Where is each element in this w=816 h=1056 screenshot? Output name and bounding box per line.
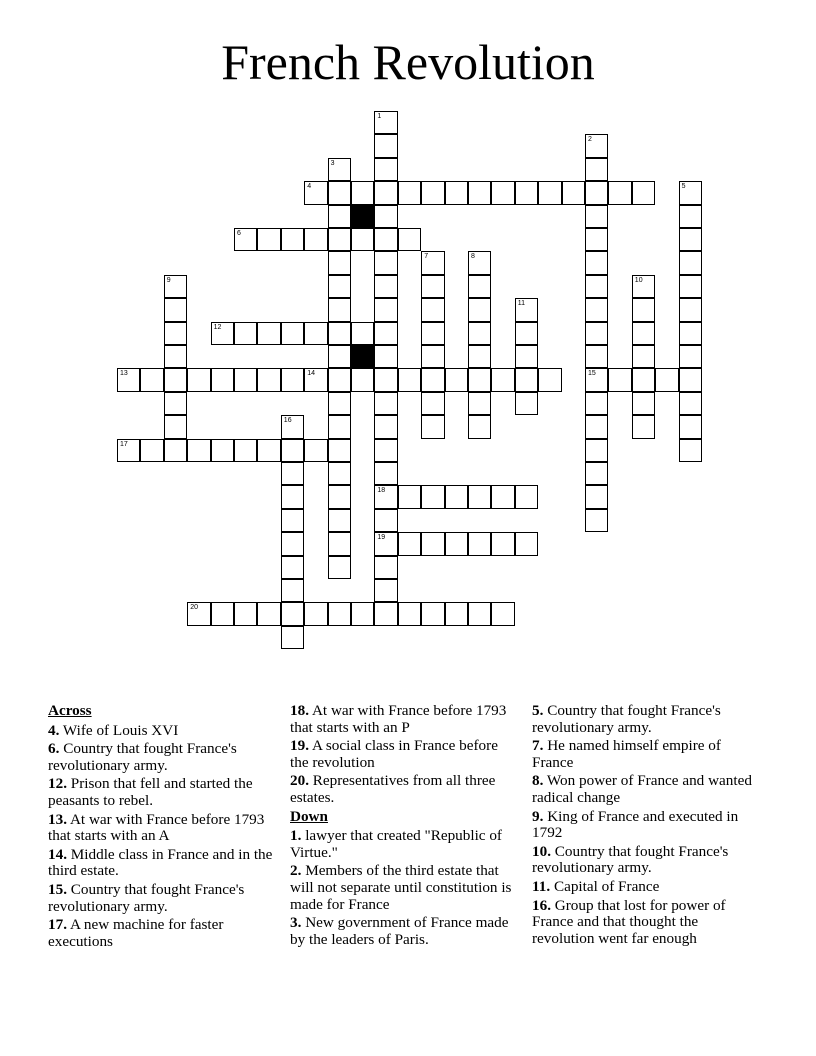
grid-cell[interactable] [187, 368, 210, 391]
grid-cell[interactable] [281, 439, 304, 462]
grid-cell[interactable] [608, 368, 631, 391]
grid-cell[interactable] [491, 368, 514, 391]
grid-cell[interactable] [164, 392, 187, 415]
grid-cell[interactable] [211, 602, 234, 625]
clue-across-6: 6. Country that fought France's revolutionary army. [48, 740, 237, 774]
clues-column-3 [532, 703, 762, 949]
clue-number: 2 [588, 136, 592, 144]
clue-number: 9 [166, 276, 171, 284]
grid-cell[interactable] [585, 485, 608, 508]
grid-cell[interactable] [211, 439, 234, 462]
grid-cell[interactable] [585, 158, 608, 181]
grid-cell[interactable] [374, 368, 397, 391]
grid-cell[interactable] [374, 205, 397, 228]
grid-cell[interactable] [234, 322, 257, 345]
clue-number: 3 [330, 159, 335, 167]
grid-cell[interactable] [585, 392, 608, 415]
grid-cell[interactable] [632, 392, 655, 415]
grid-cell[interactable] [679, 275, 702, 298]
clue-across-12: 12. Prison that fell and started the peasants to rebel. [48, 775, 253, 809]
grid-cell[interactable] [328, 602, 351, 625]
grid-cell[interactable] [468, 415, 491, 438]
grid-cell[interactable] [164, 298, 187, 321]
grid-cell[interactable] [398, 485, 421, 508]
grid-cell[interactable] [164, 439, 187, 462]
grid-cell[interactable] [374, 134, 397, 157]
grid-cell[interactable] [468, 275, 491, 298]
grid-cell[interactable] [374, 158, 397, 181]
grid-cell[interactable] [491, 485, 514, 508]
grid-cell[interactable] [328, 228, 351, 251]
grid-cell[interactable] [351, 322, 374, 345]
grid-cell[interactable] [281, 626, 304, 649]
grid-cell[interactable] [468, 298, 491, 321]
grid-cell[interactable] [304, 181, 327, 204]
grid-cell[interactable] [281, 322, 304, 345]
grid-cell[interactable] [328, 415, 351, 438]
grid-cell[interactable] [187, 439, 210, 462]
grid-cell[interactable] [585, 415, 608, 438]
down-header: Down [290, 807, 328, 825]
clue-across-17: 17. A new machine for faster executions [48, 916, 224, 950]
grid-cell[interactable] [257, 228, 280, 251]
clues-column-2 [290, 703, 520, 950]
grid-cell[interactable] [328, 251, 351, 274]
grid-cell[interactable] [468, 392, 491, 415]
grid-cell[interactable] [445, 532, 468, 555]
grid-cell[interactable] [281, 556, 304, 579]
grid-cell[interactable] [328, 275, 351, 298]
grid-cell[interactable] [421, 322, 444, 345]
grid-cell[interactable] [679, 345, 702, 368]
grid-cell[interactable] [374, 602, 397, 625]
grid-cell[interactable] [421, 345, 444, 368]
grid-cell[interactable] [679, 228, 702, 251]
grid-cell[interactable] [421, 392, 444, 415]
grid-cell[interactable] [515, 345, 538, 368]
grid-cell[interactable] [351, 181, 374, 204]
grid-cell[interactable] [281, 415, 304, 438]
clue-down-8: 8. Won power of France and wanted radical change [532, 772, 752, 806]
grid-cell[interactable] [374, 111, 397, 134]
grid-cell[interactable] [468, 368, 491, 391]
across-header: Across [48, 702, 92, 719]
grid-cell[interactable] [187, 602, 210, 625]
grid-cell[interactable] [421, 368, 444, 391]
grid-cell[interactable] [421, 181, 444, 204]
grid-cell[interactable] [538, 368, 561, 391]
clue-number: 14 [307, 370, 315, 378]
grid-cell[interactable] [281, 462, 304, 485]
grid-cell[interactable] [632, 368, 655, 391]
grid-cell[interactable] [328, 509, 351, 532]
grid-cell[interactable] [281, 228, 304, 251]
grid-cell[interactable] [655, 368, 678, 391]
grid-cell[interactable] [421, 275, 444, 298]
grid-cell[interactable] [164, 415, 187, 438]
grid-cell[interactable] [679, 298, 702, 321]
grid-cell[interactable] [468, 181, 491, 204]
grid-cell[interactable] [468, 345, 491, 368]
grid-cell[interactable] [445, 602, 468, 625]
grid-cell[interactable] [328, 439, 351, 462]
grid-cell[interactable] [491, 602, 514, 625]
grid-cell[interactable] [585, 322, 608, 345]
grid-cell[interactable] [421, 251, 444, 274]
grid-cell[interactable] [632, 415, 655, 438]
grid-cell[interactable] [281, 509, 304, 532]
grid-cell[interactable] [468, 485, 491, 508]
grid-cell[interactable] [445, 181, 468, 204]
clue-across-19: 19. A social class in France before the revolution [290, 737, 498, 771]
grid-cell[interactable] [421, 485, 444, 508]
grid-cell[interactable] [281, 602, 304, 625]
clue-number: 18 [377, 487, 386, 495]
grid-cell[interactable] [398, 228, 421, 251]
grid-cell[interactable] [515, 181, 538, 204]
clue-across-4: 4. Wife of Louis XVI [48, 721, 179, 739]
grid-cell[interactable] [515, 485, 538, 508]
grid-cell[interactable] [304, 439, 327, 462]
grid-cell[interactable] [585, 462, 608, 485]
grid-cell[interactable] [164, 322, 187, 345]
clue-down-11: 11. Capital of France [532, 877, 660, 895]
clue-number: 19 [377, 534, 386, 542]
grid-cell[interactable] [304, 228, 327, 251]
clue-across-15: 15. Country that fought France's revolutionary army. [48, 880, 245, 915]
clue-down-10: 10. Country that fought France's revolutionary army. [532, 842, 729, 877]
grid-cell[interactable] [632, 298, 655, 321]
clues-column-1 [48, 703, 278, 952]
grid-cell[interactable] [328, 556, 351, 579]
grid-cell[interactable] [234, 228, 257, 251]
black-square [351, 345, 374, 368]
grid-cell[interactable] [164, 275, 187, 298]
grid-cell[interactable] [421, 532, 444, 555]
grid-cell[interactable] [585, 251, 608, 274]
grid-cell[interactable] [234, 602, 257, 625]
grid-cell[interactable] [328, 532, 351, 555]
grid-cell[interactable] [374, 485, 397, 508]
clue-number: 4 [307, 183, 312, 191]
grid-cell[interactable] [445, 368, 468, 391]
grid-cell[interactable] [374, 532, 397, 555]
clue-across-18: 18. At war with France before 1793 that starts with an P [290, 702, 507, 736]
grid-cell[interactable] [445, 485, 468, 508]
grid-cell[interactable] [304, 322, 327, 345]
grid-cell[interactable] [304, 368, 327, 391]
grid-cell[interactable] [328, 298, 351, 321]
grid-cell[interactable] [328, 368, 351, 391]
grid-cell[interactable] [491, 532, 514, 555]
grid-cell[interactable] [281, 485, 304, 508]
grid-cell[interactable] [398, 532, 421, 555]
grid-cell[interactable] [585, 228, 608, 251]
grid-cell[interactable] [632, 181, 655, 204]
clue-across-13: 13. At war with France before 1793 that starts with an A [48, 810, 265, 845]
grid-cell[interactable] [328, 158, 351, 181]
grid-cell[interactable] [234, 368, 257, 391]
clue-number: 15 [588, 370, 596, 378]
grid-cell[interactable] [351, 602, 374, 625]
grid-cell[interactable] [374, 251, 397, 274]
grid-cell[interactable] [468, 251, 491, 274]
black-square [351, 205, 374, 228]
grid-cell[interactable] [679, 181, 702, 204]
grid-cell[interactable] [374, 298, 397, 321]
clue-number: 6 [237, 230, 241, 237]
grid-cell[interactable] [491, 181, 514, 204]
grid-cell[interactable] [304, 602, 327, 625]
grid-cell[interactable] [515, 392, 538, 415]
grid-cell[interactable] [585, 368, 608, 391]
grid-cell[interactable] [374, 181, 397, 204]
clue-number: 5 [681, 183, 686, 191]
grid-cell[interactable] [351, 228, 374, 251]
grid-cell[interactable] [281, 368, 304, 391]
clue-number: 16 [283, 417, 292, 425]
grid-cell[interactable] [585, 181, 608, 204]
grid-cell[interactable] [632, 345, 655, 368]
grid-cell[interactable] [468, 602, 491, 625]
grid-cell[interactable] [374, 556, 397, 579]
clue-number: 11 [517, 300, 526, 308]
grid-cell[interactable] [374, 579, 397, 602]
grid-cell[interactable] [234, 439, 257, 462]
grid-cell[interactable] [140, 368, 163, 391]
clue-number: 13 [120, 370, 128, 378]
clue-number: 1 [377, 113, 382, 120]
clue-down-5: 5. Country that fought France's revolutionary army. [532, 702, 721, 736]
grid-cell[interactable] [632, 275, 655, 298]
grid-cell[interactable] [374, 462, 397, 485]
grid-cell[interactable] [679, 439, 702, 462]
page-title: French Revolution [221, 34, 595, 90]
clue-across-20: 20. Representatives from all three estates. [290, 772, 496, 806]
grid-cell[interactable] [374, 345, 397, 368]
grid-cell[interactable] [374, 415, 397, 438]
grid-cell[interactable] [515, 322, 538, 345]
clue-down-3: 3. New government of France made by the leaders of Paris. [290, 914, 509, 948]
grid-cell[interactable] [679, 368, 702, 391]
grid-cell[interactable] [211, 322, 234, 345]
grid-cell[interactable] [585, 298, 608, 321]
grid-cell[interactable] [257, 322, 280, 345]
grid-cell[interactable] [515, 298, 538, 321]
grid-cell[interactable] [211, 368, 234, 391]
grid-cell[interactable] [140, 439, 163, 462]
grid-cell[interactable] [257, 368, 280, 391]
clue-down-2: 2. Members of the third estate that will not separate until constitution is made for France [290, 862, 512, 913]
grid-cell[interactable] [374, 509, 397, 532]
grid-cell[interactable] [679, 392, 702, 415]
grid-cell[interactable] [538, 181, 561, 204]
grid-cell[interactable] [374, 439, 397, 462]
clue-number: 10 [634, 276, 643, 284]
clue-number: 12 [213, 323, 222, 331]
grid-cell[interactable] [679, 251, 702, 274]
grid-cell[interactable] [281, 579, 304, 602]
grid-cell[interactable] [257, 439, 280, 462]
grid-cell[interactable] [679, 205, 702, 228]
grid-cell[interactable] [164, 345, 187, 368]
grid-cell[interactable] [585, 345, 608, 368]
grid-cell[interactable] [679, 322, 702, 345]
grid-cell[interactable] [421, 415, 444, 438]
grid-cell[interactable] [117, 439, 140, 462]
grid-cell[interactable] [328, 462, 351, 485]
grid-cell[interactable] [515, 532, 538, 555]
grid-cell[interactable] [398, 602, 421, 625]
grid-cell[interactable] [328, 392, 351, 415]
grid-cell[interactable] [585, 275, 608, 298]
grid-cell[interactable] [585, 439, 608, 462]
grid-cell[interactable] [328, 205, 351, 228]
grid-cell[interactable] [281, 532, 304, 555]
grid-cell[interactable] [374, 275, 397, 298]
grid-cell[interactable] [562, 181, 585, 204]
clue-number: 17 [120, 440, 128, 448]
grid-cell[interactable] [374, 228, 397, 251]
grid-cell[interactable] [585, 205, 608, 228]
grid-cell[interactable] [515, 368, 538, 391]
clue-number: 20 [190, 604, 198, 612]
grid-cell[interactable] [328, 181, 351, 204]
clue-down-9: 9. King of France and executed in 1792 [532, 807, 739, 842]
grid-cell[interactable] [328, 345, 351, 368]
clue-number: 8 [471, 253, 475, 261]
grid-cell[interactable] [328, 485, 351, 508]
grid-cell[interactable] [398, 368, 421, 391]
grid-cell[interactable] [398, 181, 421, 204]
grid-cell[interactable] [328, 322, 351, 345]
grid-cell[interactable] [421, 298, 444, 321]
grid-cell[interactable] [585, 509, 608, 532]
grid-cell[interactable] [632, 322, 655, 345]
grid-cell[interactable] [421, 602, 444, 625]
grid-cell[interactable] [374, 392, 397, 415]
clue-across-14: 14. Middle class in France and in the third estate. [48, 845, 273, 880]
grid-cell[interactable] [468, 532, 491, 555]
grid-cell[interactable] [164, 368, 187, 391]
grid-cell[interactable] [117, 368, 140, 391]
clue-number: 7 [424, 253, 429, 261]
clue-down-1: 1. lawyer that created "Republic of Virtue." [290, 827, 502, 861]
grid-cell[interactable] [351, 368, 374, 391]
grid-cell[interactable] [374, 322, 397, 345]
grid-cell[interactable] [257, 602, 280, 625]
grid-cell[interactable] [468, 322, 491, 345]
clue-down-7: 7. He named himself empire of France [532, 737, 721, 771]
grid-cell[interactable] [608, 181, 631, 204]
clue-down-16: 16. Group that lost for power of France and that thought the revolution went far enough [532, 896, 726, 947]
grid-cell[interactable] [585, 134, 608, 157]
grid-cell[interactable] [679, 415, 702, 438]
